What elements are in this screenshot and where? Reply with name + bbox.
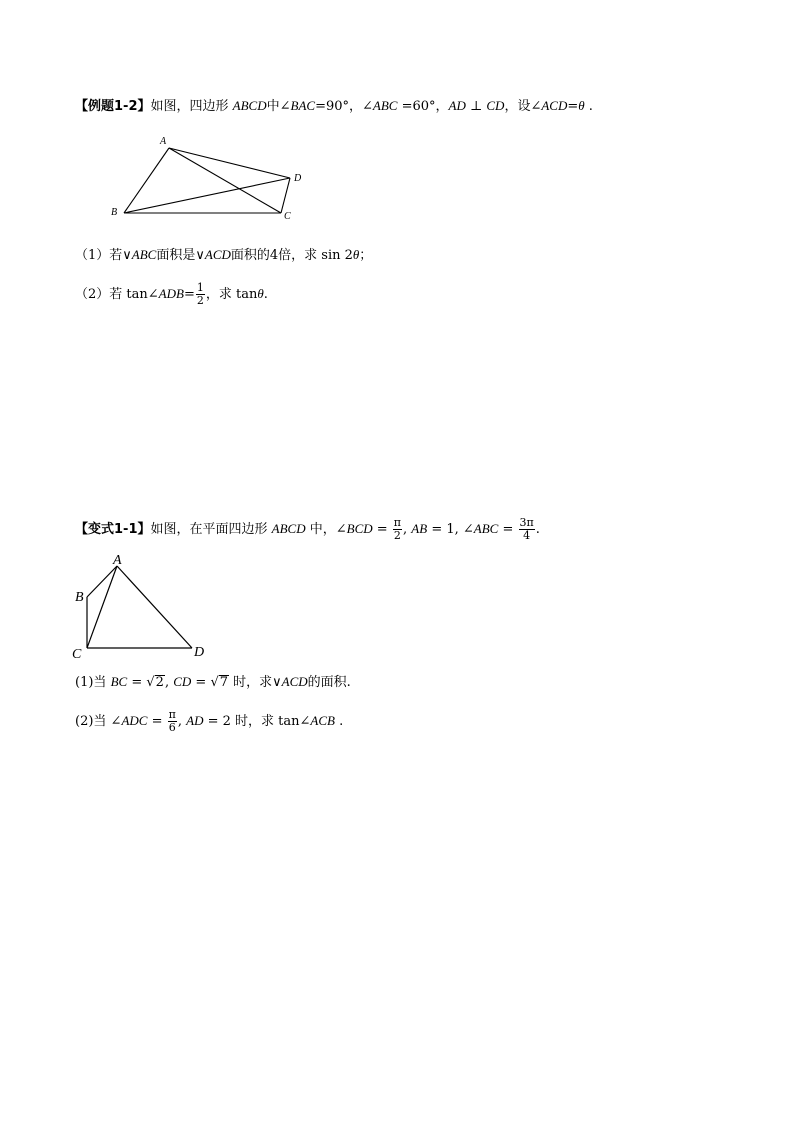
label-c: C bbox=[284, 211, 291, 222]
label-d: D bbox=[294, 173, 302, 184]
problem2-statement: 【变式1-1】如图，在平面四边形 ABCD 中，∠BCD = $\frac{\pi}{2}$ , AB = 1, ∠ABC = $\frac{3\pi}{4}$ . bbox=[75, 516, 540, 542]
label-b: B bbox=[75, 590, 84, 605]
label-b: B bbox=[111, 207, 118, 218]
problem1-question2: （2）若 tan∠ADB= $\frac{1}{2}$ ，求 tanθ. bbox=[75, 281, 268, 307]
radicand-7: 7 bbox=[219, 675, 229, 690]
fraction-3pi-over-4: $\frac{3\pi}{4}$ bbox=[519, 516, 534, 542]
problem2-tag: 【变式1-1】 bbox=[75, 522, 151, 537]
segment-ad bbox=[117, 566, 192, 648]
label-c: C bbox=[72, 647, 82, 662]
segment-ac bbox=[87, 566, 117, 648]
fraction-pi-over-2: $\frac{\pi}{2}$ bbox=[393, 516, 402, 542]
radicand-2: 2 bbox=[155, 675, 164, 690]
fraction-pi-over-6: $\frac{\pi}{6}$ bbox=[168, 708, 176, 734]
problem2-question1: (1)当 BC = √2, CD = √7 时，求∨ACD的面积. bbox=[75, 674, 351, 690]
problem1-statement: 【例题1-2】如图，四边形 ABCD中∠BAC=90°，∠ABC =60°，AD ⊥ CD，设∠ACD=θ . bbox=[75, 98, 593, 114]
label-a: A bbox=[113, 553, 122, 568]
problem1-tag: 【例题1-2】 bbox=[75, 99, 151, 114]
label-a: A bbox=[160, 136, 167, 147]
segment-ab bbox=[87, 566, 117, 597]
problem2-question2: (2)当 ∠ADC = $\frac{\pi}{6}$ , AD = 2 时，求 tan∠ACB . bbox=[75, 708, 344, 734]
sqrt-symbol: √ bbox=[146, 675, 155, 690]
fraction-one-half: $\frac{1}{2}$ bbox=[196, 281, 204, 307]
label-d: D bbox=[194, 645, 205, 660]
sqrt-symbol: √ bbox=[210, 675, 219, 690]
problem1-question1: （1）若∨ABC面积是∨ACD面积的4倍，求 sin 2θ； bbox=[75, 247, 373, 263]
